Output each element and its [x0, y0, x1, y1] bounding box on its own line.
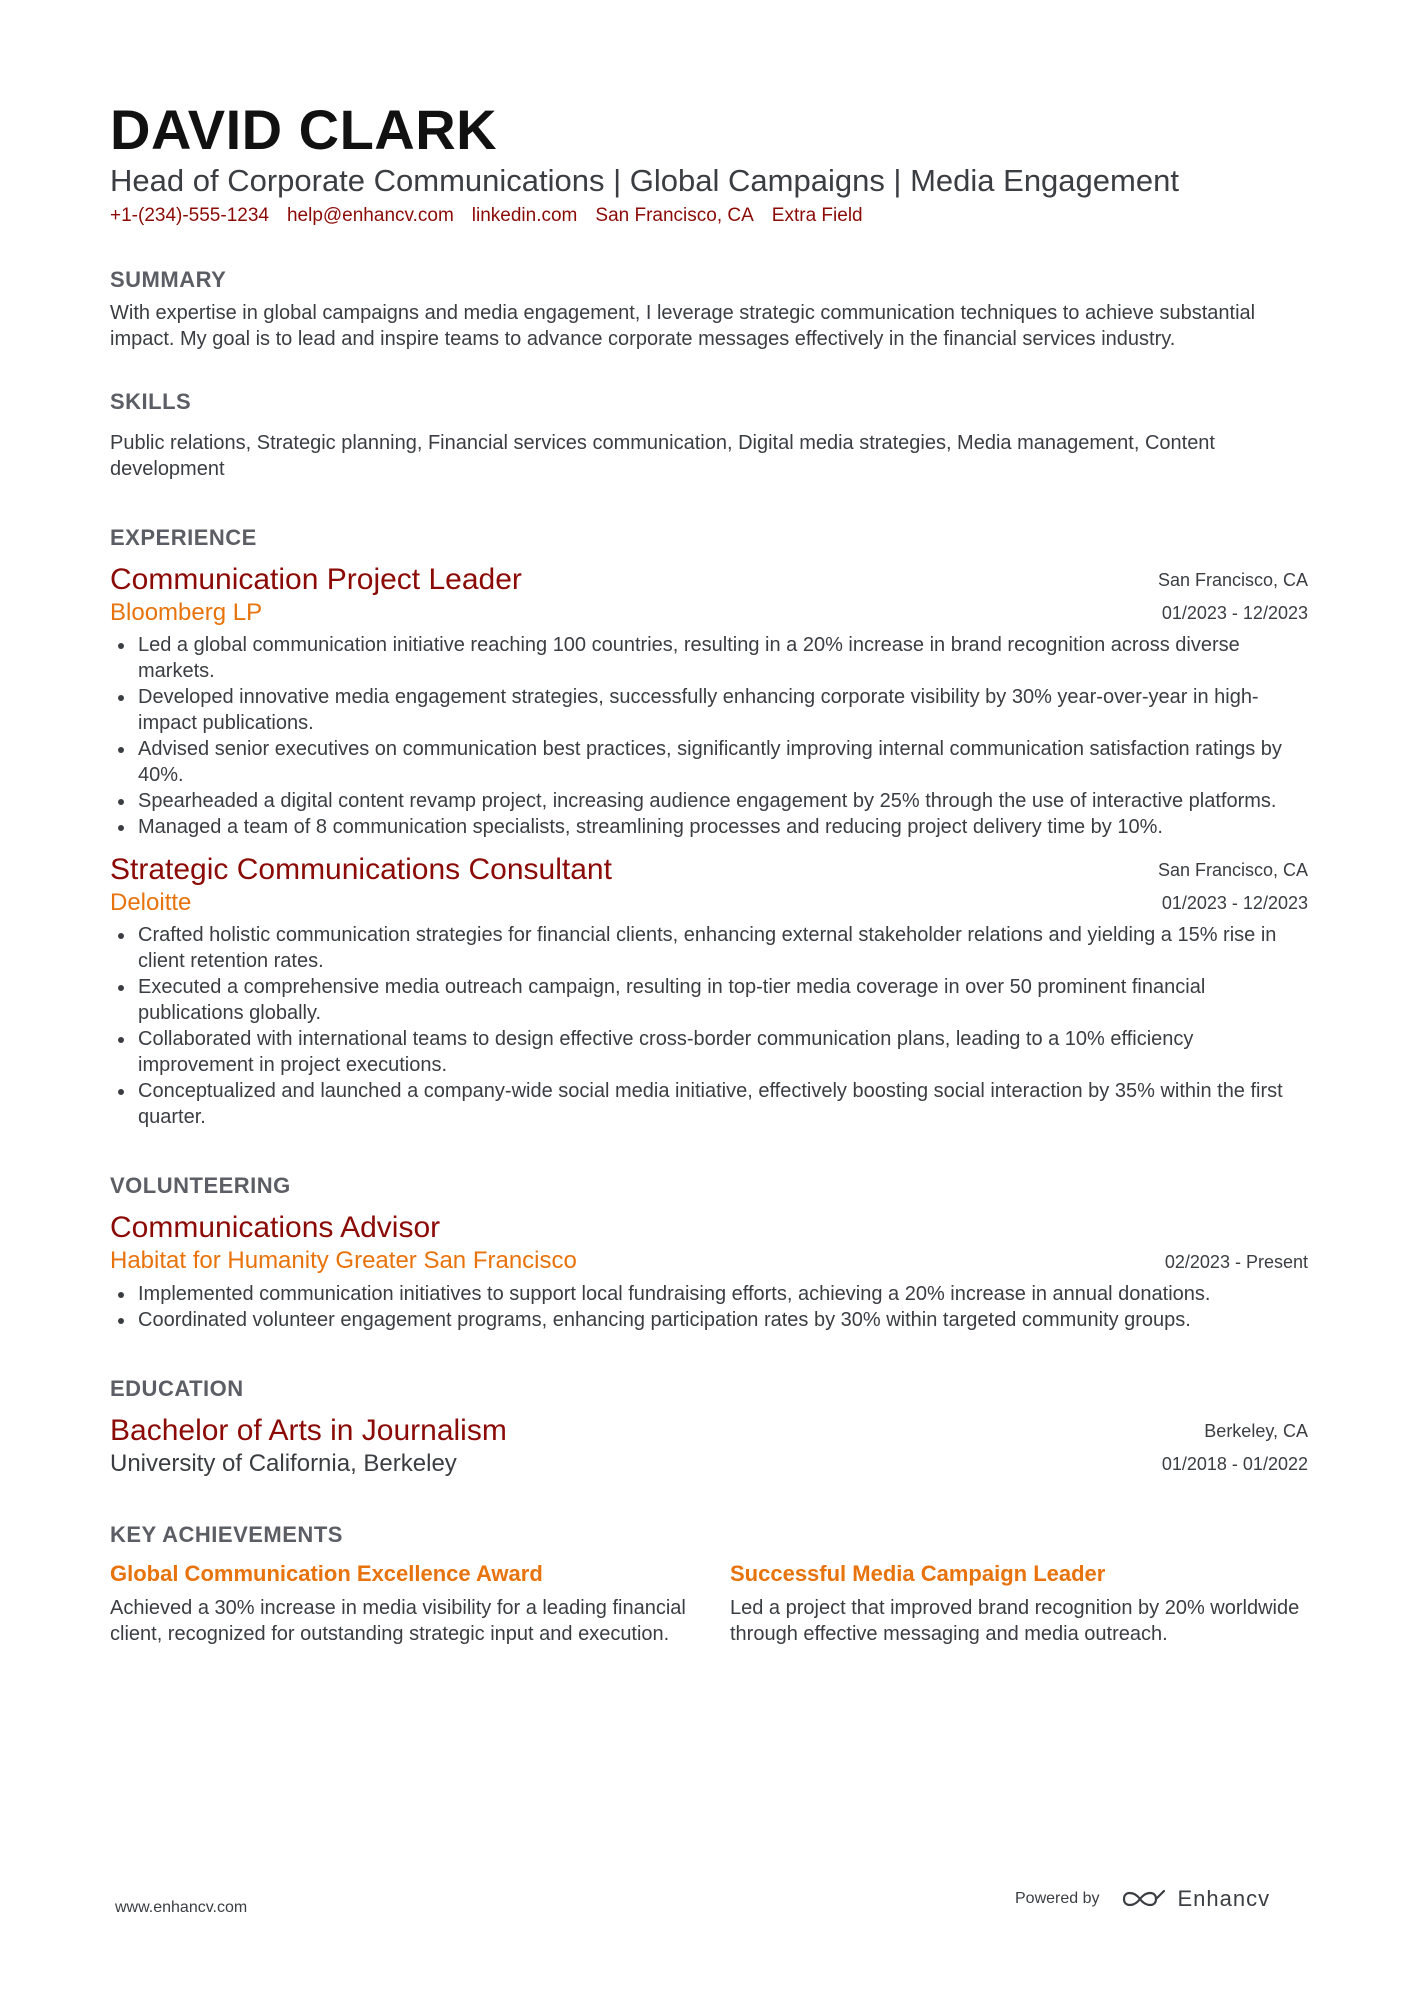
- volunteer-org-row: [110, 1246, 1308, 1277]
- company-name: Deloitte: [110, 889, 192, 916]
- resume-content: [110, 98, 1308, 1647]
- experience-entry: [110, 852, 1308, 1130]
- enhancv-logo-icon: [1120, 1886, 1168, 1912]
- bullet-item: Led a global communication initiative reaching 100 countries, resulting in a 20% increase in brand recognition across diverse markets.: [110, 632, 1308, 684]
- company-name: Bloomberg LP: [110, 599, 263, 626]
- section-title-summary: SUMMARY: [110, 267, 227, 292]
- job-dates: 01/2023 - 12/2023: [1161, 603, 1308, 623]
- job-dates: 01/2023 - 12/2023: [1161, 893, 1308, 913]
- volunteering-section: [110, 1172, 1308, 1333]
- contact-extra-field: Extra Field: [771, 205, 863, 226]
- bullet-item: Advised senior executives on communication best practices, significantly improving internal communication satisfaction ratings by 40%.: [110, 736, 1308, 788]
- headline: Head of Corporate Communications | Global Campaigns | Media Engagement: [110, 163, 1179, 198]
- job-title: Communication Project Leader: [110, 563, 522, 596]
- job-location: San Francisco, CA: [1157, 860, 1308, 880]
- achievement-desc: Achieved a 30% increase in media visibility for a leading financial client, recognized for outstanding strategic input and execution.: [110, 1597, 686, 1645]
- entry-meta: [1162, 1413, 1308, 1479]
- experience-section: [110, 524, 1308, 1130]
- bullet-item: Collaborated with international teams to design effective cross-border communication plans, leading to a 10% efficiency improvement in project executions.: [110, 1026, 1308, 1078]
- school-location: Berkeley, CA: [1204, 1421, 1308, 1441]
- contact-email[interactable]: help@enhancv.com: [286, 205, 454, 226]
- contact-linkedin[interactable]: linkedin.com: [471, 205, 578, 226]
- education-dates: 01/2018 - 01/2022: [1161, 1454, 1308, 1474]
- bullet-item: Developed innovative media engagement strategies, successfully enhancing corporate visibility by 30% year-over-year in high-impact publications.: [110, 684, 1308, 736]
- entry-header: [110, 562, 1308, 628]
- degree: Bachelor of Arts in Journalism: [110, 1414, 507, 1447]
- education-section: [110, 1375, 1308, 1479]
- bullet-item: Coordinated volunteer engagement programs, enhancing participation rates by 30% within targeted community groups.: [110, 1307, 1308, 1333]
- section-title-achievements: KEY ACHIEVEMENTS: [110, 1522, 343, 1547]
- skills-section: [110, 388, 1308, 482]
- job-title: Strategic Communications Consultant: [110, 853, 612, 886]
- section-title-skills: SKILLS: [110, 389, 192, 414]
- bullet-item: Executed a comprehensive media outreach campaign, resulting in top-tier media coverage in over 50 prominent financial publications globally.: [110, 974, 1308, 1026]
- volunteer-role: Communications Advisor: [110, 1211, 441, 1244]
- header: [110, 98, 1308, 228]
- experience-entry: [110, 562, 1308, 840]
- achievement-desc: Led a project that improved brand recognition by 20% worldwide through effective messaging and media outreach.: [730, 1597, 1300, 1645]
- section-title-education: EDUCATION: [110, 1376, 244, 1401]
- bullet-item: Spearheaded a digital content revamp project, increasing audience engagement by 25% through the use of interactive platforms.: [110, 788, 1308, 814]
- achievements-grid: [110, 1559, 1308, 1647]
- entry-header: [110, 1413, 1308, 1479]
- job-location: San Francisco, CA: [1157, 570, 1308, 590]
- achievement-item: [730, 1559, 1306, 1647]
- education-entry: [110, 1413, 1308, 1479]
- volunteer-dates: 02/2023 - Present: [1164, 1252, 1308, 1272]
- volunteering-entry: [110, 1210, 1308, 1333]
- entry-meta: [1158, 852, 1308, 918]
- bullet-item: Conceptualized and launched a company-wide social media initiative, effectively boosting social interaction by 35% within the first quarter.: [110, 1078, 1308, 1130]
- powered-by-label: Powered by: [1015, 1890, 1100, 1907]
- entry-meta: [1158, 562, 1308, 628]
- section-title-experience: EXPERIENCE: [110, 525, 257, 550]
- summary-text: With expertise in global campaigns and media engagement, I leverage strategic communication techniques to achieve substantial impact. My goal is to lead and inspire teams to advance corporate messages effectively in the financial services industry.: [110, 302, 1256, 350]
- job-bullets: [110, 632, 1308, 840]
- achievement-item: [110, 1559, 686, 1647]
- footer-website[interactable]: www.enhancv.com: [115, 1899, 248, 1916]
- bullet-item: Managed a team of 8 communication specialists, streamlining processes and reducing project delivery time by 10%.: [110, 814, 1308, 840]
- volunteer-bullets: [110, 1281, 1308, 1333]
- volunteer-org: Habitat for Humanity Greater San Francisco: [110, 1247, 577, 1274]
- summary-section: [110, 266, 1308, 352]
- brand-logo[interactable]: [1120, 1886, 1271, 1912]
- bullet-item: Crafted holistic communication strategies for financial clients, enhancing external stakeholder relations and yielding a 15% rise in client retention rates.: [110, 922, 1308, 974]
- contact-row: [110, 204, 1308, 228]
- candidate-name: DAVID CLARK: [110, 98, 498, 161]
- brand-name: Enhancv: [1177, 1886, 1271, 1911]
- achievement-title: Successful Media Campaign Leader: [730, 1561, 1106, 1586]
- job-bullets: [110, 922, 1308, 1130]
- contact-phone[interactable]: +1-(234)-555-1234: [110, 205, 269, 226]
- achievement-title: Global Communication Excellence Award: [110, 1561, 543, 1586]
- achievements-section: [110, 1521, 1308, 1647]
- contact-location: San Francisco, CA: [595, 205, 754, 226]
- skills-text: Public relations, Strategic planning, Financial services communication, Digital media strategies, Media management, Content development: [110, 432, 1215, 480]
- bullet-item: Implemented communication initiatives to support local fundraising efforts, achieving a 20% increase in annual donations.: [110, 1281, 1308, 1307]
- section-title-volunteering: VOLUNTEERING: [110, 1173, 291, 1198]
- entry-header: [110, 852, 1308, 918]
- school-name: University of California, Berkeley: [110, 1450, 457, 1477]
- footer-branding: [1015, 1886, 1270, 1912]
